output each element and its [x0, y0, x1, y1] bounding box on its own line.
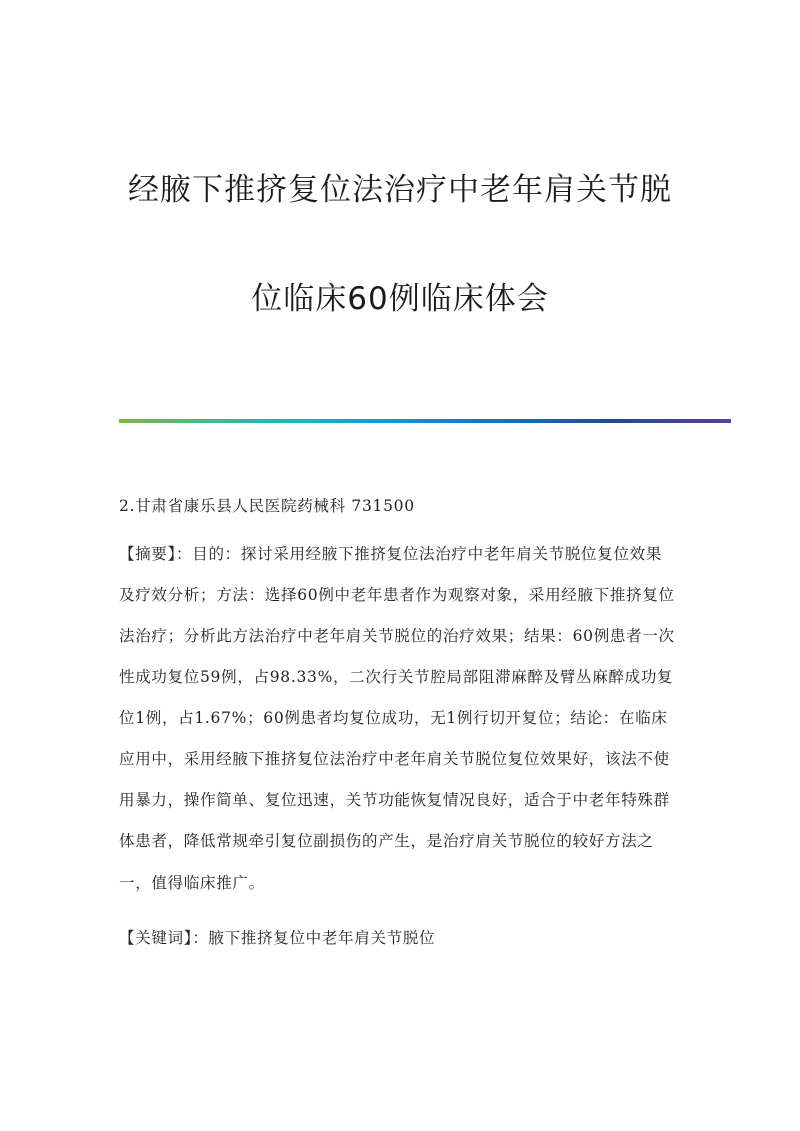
- abstract-line: 性成功复位59例，占98.33%，二次行关节腔局部阻滞麻醉及臂丛麻醉成功复: [119, 668, 674, 686]
- abstract-line: 【摘要】：目的：探讨采用经腋下推挤复位法治疗中老年肩关节脱位复位效果: [119, 545, 663, 563]
- affiliation: 2.甘肃省康乐县人民医院药械科 731500: [119, 497, 415, 515]
- abstract-line: 体患者，降低常规牵引复位副损伤的产生，是治疗肩关节脱位的较好方法之: [119, 832, 654, 850]
- gradient-divider: [119, 419, 731, 423]
- document-title-line-2: 位临床60例临床体会: [251, 281, 549, 317]
- keywords: 【关键词】：腋下推挤复位中老年肩关节脱位: [119, 929, 436, 947]
- abstract-line: 及疗效分析；方法：选择60例中老年患者作为观察对象，采用经腋下推挤复位: [119, 586, 675, 604]
- document-title-line-1: 经腋下推挤复位法治疗中老年肩关节脱: [128, 172, 672, 208]
- abstract-line: 一，值得临床推广。: [119, 874, 265, 892]
- abstract-line: 法治疗；分析此方法治疗中老年肩关节脱位的治疗效果；结果：60例患者一次: [119, 627, 675, 645]
- abstract-line: 应用中，采用经腋下推挤复位法治疗中老年肩关节脱位复位效果好，该法不使: [119, 750, 670, 768]
- abstract-line: 位1例，占1.67%；60例患者均复位成功，无1例行切开复位；结论：在临床: [119, 709, 668, 727]
- abstract-line: 用暴力，操作简单、复位迅速，关节功能恢复情况良好，适合于中老年特殊群: [119, 791, 670, 809]
